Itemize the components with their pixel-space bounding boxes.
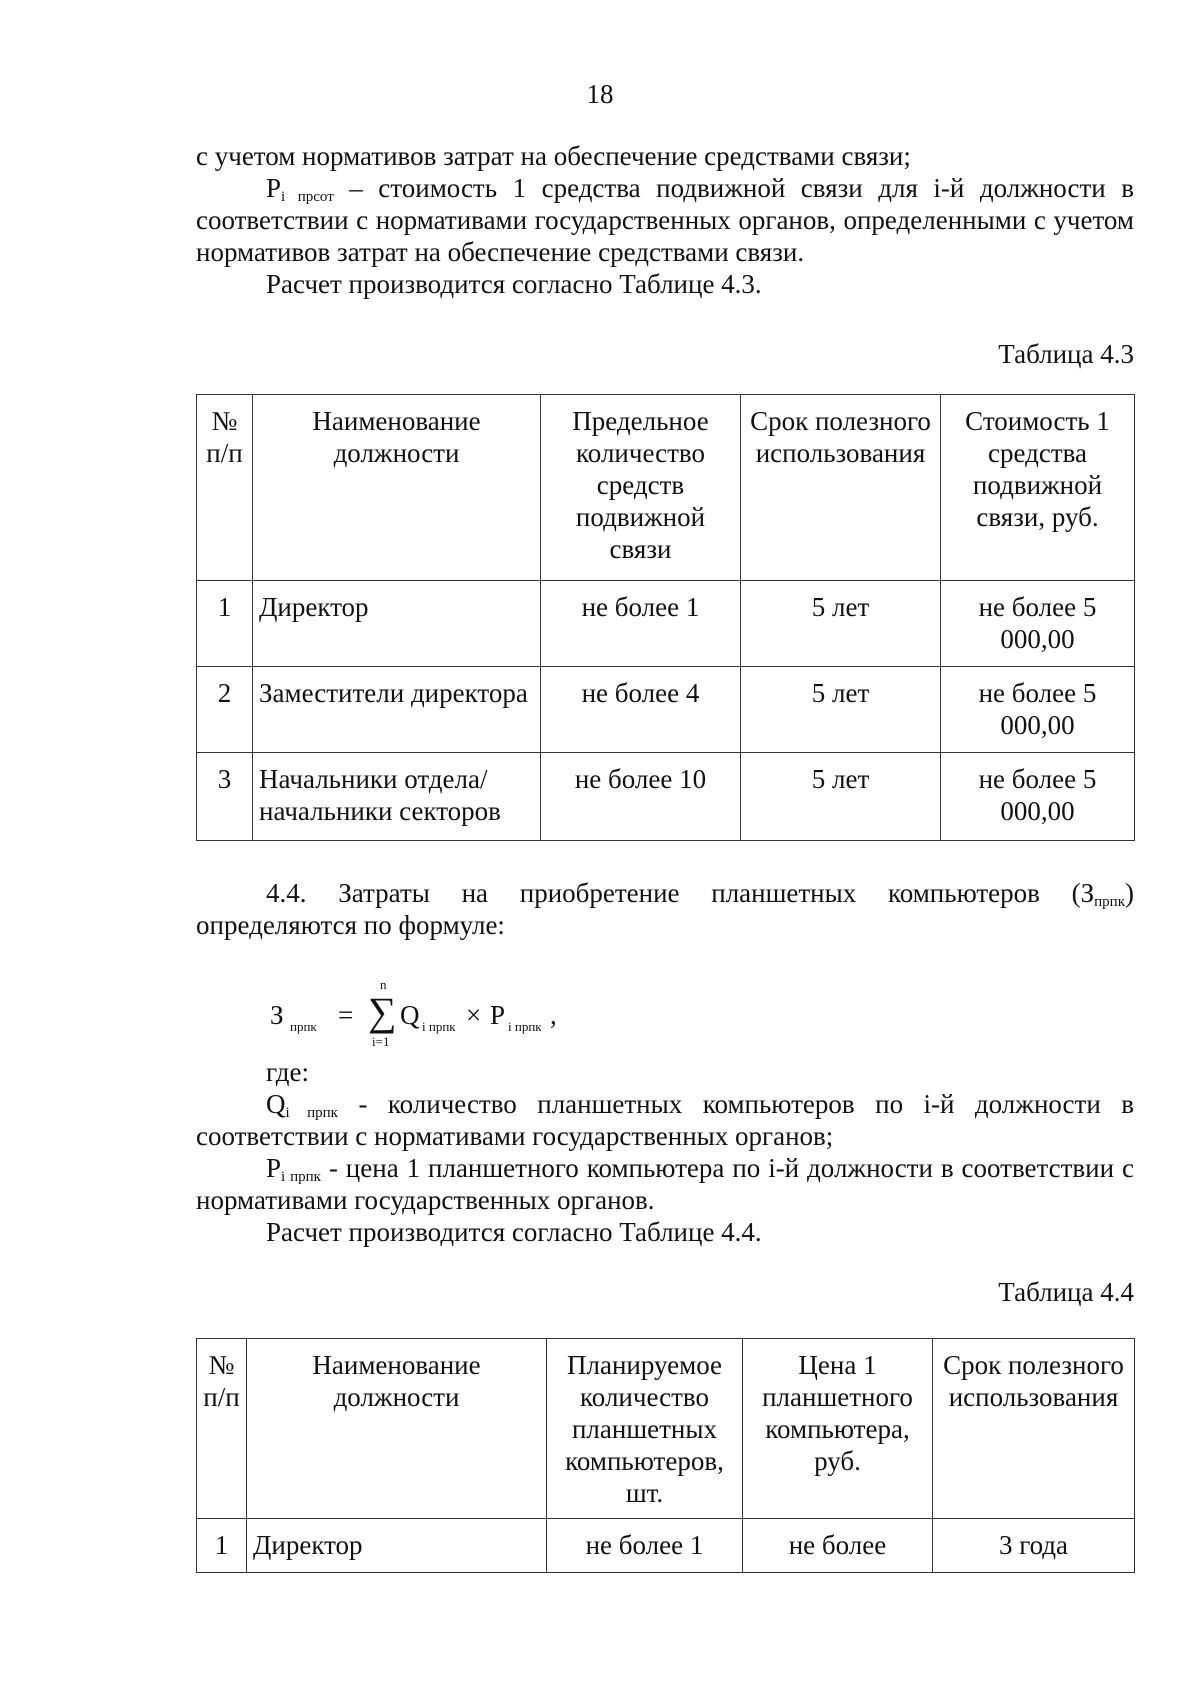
col-header-number: № п/п bbox=[197, 1339, 247, 1519]
cell-limit: не более 4 bbox=[541, 667, 741, 753]
cell-cost: не более 5 000,00 bbox=[941, 753, 1135, 841]
symbol-p: P bbox=[266, 173, 282, 203]
definition-p-text: - цена 1 планшетного компьютера по i-й должности в соответствии с нормативами государственных органов. bbox=[196, 1153, 1134, 1215]
col-header-position: Наименование должности bbox=[253, 395, 541, 581]
section-4-4-text-main: 4.4. Затраты на приобретение планшетных компьютеров (З bbox=[266, 878, 1095, 908]
symbol-p-subscript: i прсот bbox=[281, 189, 334, 205]
formula-zprpk bbox=[270, 978, 670, 1058]
table-4-3 bbox=[196, 394, 1135, 841]
symbol-p-subscript: i прпк bbox=[281, 1169, 321, 1185]
formula-p: P bbox=[490, 1000, 506, 1030]
calc-reference-43: Расчет производится согласно Таблице 4.3. bbox=[266, 269, 762, 299]
section-4-4-definitions bbox=[196, 1056, 1134, 1248]
cell-cost: не более 5 000,00 bbox=[941, 581, 1135, 667]
table-4-4 bbox=[196, 1338, 1135, 1573]
cell-limit: не более 10 bbox=[541, 753, 741, 841]
formula-lhs: З bbox=[270, 1000, 284, 1030]
table-header-row bbox=[197, 1339, 1135, 1519]
cell-cost: не более 5 000,00 bbox=[941, 667, 1135, 753]
formula-times: × bbox=[466, 1000, 482, 1030]
formula-p-subscript: i прпк bbox=[508, 1019, 542, 1034]
cell-position: Начальники отдела/ начальники секторов bbox=[253, 753, 541, 841]
col-header-number: № п/п bbox=[197, 395, 253, 581]
definition-q-prpk bbox=[196, 1088, 1134, 1152]
section-4-4-text bbox=[196, 877, 1134, 941]
intro-line: с учетом нормативов затрат на обеспечение средствами связи; bbox=[196, 141, 911, 171]
cell-term: 5 лет bbox=[741, 753, 941, 841]
col-header-price: Цена 1 планшетного компьютера, руб. bbox=[743, 1339, 933, 1519]
symbol-q-subscript: i прпк bbox=[285, 1105, 338, 1121]
formula-q: Q bbox=[400, 1000, 420, 1030]
section-4-4-subscript: прпк bbox=[1094, 894, 1125, 910]
cell-position: Директор bbox=[253, 581, 541, 667]
formula-sum-bottom: i=1 bbox=[372, 1034, 390, 1049]
symbol-p: P bbox=[266, 1153, 282, 1183]
table-row bbox=[197, 581, 1135, 667]
calc-reference-44: Расчет производится согласно Таблице 4.4. bbox=[266, 1217, 762, 1247]
page-number: 18 bbox=[586, 79, 614, 109]
formula-sum-top: n bbox=[380, 977, 387, 992]
table-row bbox=[197, 667, 1135, 753]
symbol-q: Q bbox=[266, 1089, 286, 1119]
table-row bbox=[197, 753, 1135, 841]
where-label: где: bbox=[266, 1057, 309, 1087]
table-header-row bbox=[197, 395, 1135, 581]
col-header-cost: Стоимость 1 средства подвижной связи, руб. bbox=[941, 395, 1135, 581]
col-header-term: Срок полезного использования bbox=[933, 1339, 1135, 1519]
formula-q-subscript: i прпк bbox=[422, 1019, 456, 1034]
sum-icon: ∑ bbox=[368, 989, 397, 1034]
cell-number: 3 bbox=[197, 753, 253, 841]
section-4-4-intro bbox=[196, 877, 1134, 941]
table-43-title: Таблица 4.3 bbox=[998, 339, 1134, 369]
col-header-quantity: Планируемое количество планшетных компьютеров, шт. bbox=[547, 1339, 743, 1519]
cell-number: 1 bbox=[197, 581, 253, 667]
cell-term: 5 лет bbox=[741, 581, 941, 667]
cell-limit: не более 1 bbox=[541, 581, 741, 667]
definition-q-text: - количество планшетных компьютеров по i-й должности в соответствии с нормативами государственных органов; bbox=[196, 1089, 1135, 1151]
cell-position: Заместители директора bbox=[253, 667, 541, 753]
intro-block bbox=[196, 140, 1134, 300]
formula-comma: , bbox=[550, 1000, 557, 1030]
cell-term: 5 лет bbox=[741, 667, 941, 753]
cell-price: не более bbox=[743, 1519, 933, 1573]
formula-equals: = bbox=[338, 1000, 354, 1030]
cell-number: 2 bbox=[197, 667, 253, 753]
formula-lhs-subscript: прпк bbox=[290, 1019, 317, 1034]
definition-p-prsot bbox=[196, 172, 1134, 268]
cell-term: 3 года bbox=[933, 1519, 1135, 1573]
cell-number: 1 bbox=[197, 1519, 247, 1573]
cell-position: Директор bbox=[247, 1519, 547, 1573]
cell-quantity: не более 1 bbox=[547, 1519, 743, 1573]
definition-p-text: – стоимость 1 средства подвижной связи для i-й должности в соответствии с нормативами государственных органов, определенными с учетом нормативов затрат на обеспечение средствами связи. bbox=[196, 173, 1134, 267]
table-row bbox=[197, 1519, 1135, 1573]
table-44-title: Таблица 4.4 bbox=[998, 1277, 1134, 1307]
col-header-term: Срок полезного использования bbox=[741, 395, 941, 581]
col-header-limit: Предельное количество средств подвижной связи bbox=[541, 395, 741, 581]
section-4-4-text-end: ) определяются по формуле: bbox=[196, 878, 1134, 940]
col-header-position: Наименование должности bbox=[247, 1339, 547, 1519]
definition-p-prpk bbox=[196, 1152, 1134, 1216]
